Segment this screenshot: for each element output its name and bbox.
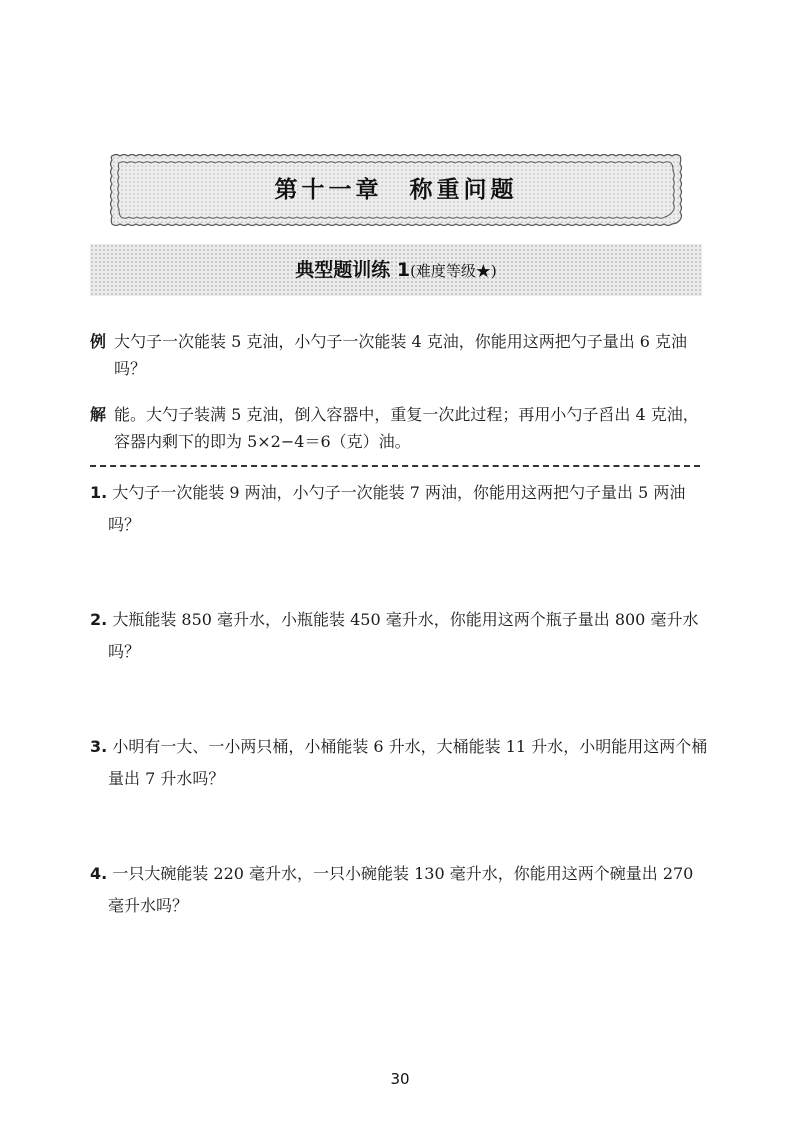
dashed-divider bbox=[90, 465, 700, 467]
problem-text: 大勺子一次能装 9 两油，小勺子一次能装 7 两油，你能用这两把勺子量出 5 两油吗？ bbox=[108, 483, 686, 534]
solution-block bbox=[90, 401, 705, 455]
problem-text: 小明有一大、一小两只桶，小桶能装 6 升水，大桶能装 11 升水，小明能用这两个桶量出 7 升水吗？ bbox=[108, 737, 708, 788]
problem-item bbox=[90, 604, 710, 668]
problem-text: 大瓶能装 850 毫升水，小瓶能装 450 毫升水，你能用这两个瓶子量出 800 毫升水吗？ bbox=[108, 610, 699, 661]
difficulty-note: (难度等级★) bbox=[410, 262, 497, 280]
problem-item bbox=[90, 477, 710, 541]
example-label: 例 bbox=[90, 332, 107, 351]
example-block bbox=[90, 328, 705, 382]
solution-text: 能。大勺子装满 5 克油，倒入容器中，重复一次此过程；再用小勺子舀出 4 克油，容器内剩下的即为 5×2−4＝6（克）油。 bbox=[114, 405, 699, 451]
problem-number: 3. bbox=[90, 737, 108, 756]
chapter-banner bbox=[108, 152, 684, 228]
problem-item bbox=[90, 858, 710, 922]
problem-item bbox=[90, 731, 710, 795]
section-header bbox=[90, 244, 702, 296]
problem-number: 1. bbox=[90, 483, 108, 502]
problem-number: 2. bbox=[90, 610, 108, 629]
problem-text: 一只大碗能装 220 毫升水，一只小碗能装 130 毫升水，你能用这两个碗量出 270 毫升水吗？ bbox=[108, 864, 694, 915]
page-number: 30 bbox=[390, 1070, 410, 1088]
section-title: 典型题训练 1 bbox=[295, 259, 411, 281]
chapter-title: 第十一章 称重问题 bbox=[274, 177, 518, 203]
example-text: 大勺子一次能装 5 克油，小勺子一次能装 4 克油，你能用这两把勺子量出 6 克油吗？ bbox=[114, 332, 688, 378]
solution-label: 解 bbox=[90, 405, 107, 424]
problem-number: 4. bbox=[90, 864, 108, 883]
